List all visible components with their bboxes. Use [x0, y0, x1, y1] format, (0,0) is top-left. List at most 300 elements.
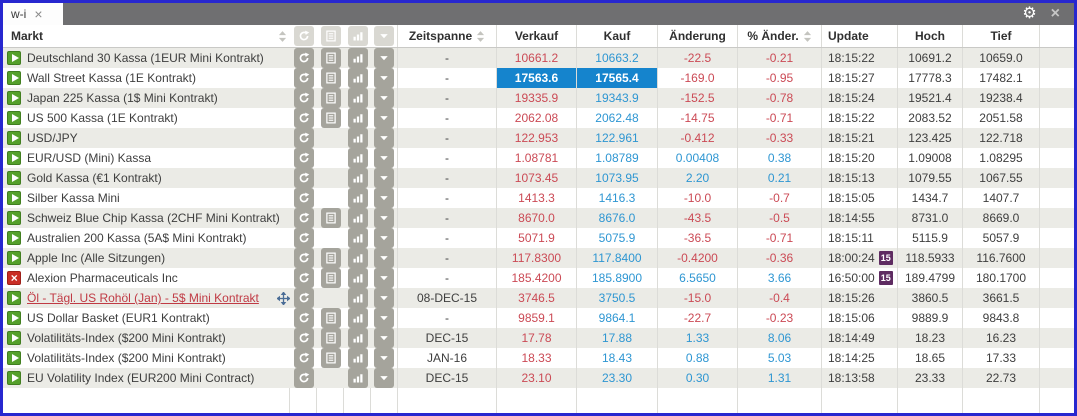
refresh-button[interactable] — [294, 48, 314, 68]
market-cell — [3, 128, 290, 148]
menu-cell — [371, 88, 398, 108]
sell-price[interactable]: 8670.0 — [497, 208, 577, 228]
market-cell — [3, 308, 290, 328]
table-row[interactable] — [3, 68, 1074, 88]
row-filler — [1040, 188, 1074, 208]
table-row[interactable] — [3, 108, 1074, 128]
sort-icon[interactable] — [476, 30, 485, 43]
update-cell — [822, 288, 898, 308]
high-value: 2083.52 — [898, 108, 963, 128]
chart-button[interactable] — [348, 188, 368, 208]
news-button[interactable] — [321, 348, 341, 368]
table-row[interactable] — [3, 288, 1074, 308]
chart-cell — [344, 288, 371, 308]
sell-price[interactable]: 23.10 — [497, 368, 577, 388]
refresh-button[interactable] — [294, 228, 314, 248]
market-name[interactable]: US Dollar Basket (EUR1 Kontrakt) — [27, 311, 210, 325]
menu-button[interactable] — [374, 128, 394, 148]
sell-price[interactable]: 18.33 — [497, 348, 577, 368]
market-name[interactable]: Silber Kassa Mini — [27, 191, 120, 205]
row-filler — [1040, 288, 1074, 308]
update-cell — [822, 228, 898, 248]
high-value: 1.09008 — [898, 148, 963, 168]
table-row[interactable] — [3, 148, 1074, 168]
chart-button[interactable] — [348, 288, 368, 308]
table-row[interactable] — [3, 248, 1074, 268]
buy-price[interactable]: 9864.1 — [577, 308, 658, 328]
low-value: 180.1700 — [963, 268, 1040, 288]
chart-button[interactable] — [348, 308, 368, 328]
market-name[interactable]: EU Volatility Index (EUR200 Mini Contract) — [27, 371, 255, 385]
filler-cell — [658, 388, 738, 413]
sell-price[interactable]: 9859.1 — [497, 308, 577, 328]
refresh-button[interactable] — [294, 148, 314, 168]
buy-price[interactable]: 122.961 — [577, 128, 658, 148]
market-name[interactable]: Alexion Pharmaceuticals Inc — [27, 271, 178, 285]
timespan-value: - — [398, 268, 497, 288]
menu-button[interactable] — [374, 68, 394, 88]
update-cell — [822, 188, 898, 208]
news-cell — [317, 108, 344, 128]
refresh-button[interactable] — [294, 308, 314, 328]
sell-price[interactable]: 10661.2 — [497, 48, 577, 68]
news-button[interactable] — [321, 248, 341, 268]
market-name[interactable]: Wall Street Kassa (1E Kontrakt) — [27, 71, 196, 85]
news-cell — [317, 308, 344, 328]
low-value: 1407.7 — [963, 188, 1040, 208]
percent-change-value: 1.31 — [738, 368, 822, 388]
refresh-button[interactable] — [294, 68, 314, 88]
chart-button[interactable] — [348, 348, 368, 368]
change-value: -169.0 — [658, 68, 738, 88]
refresh-button[interactable] — [294, 168, 314, 188]
buy-price[interactable]: 1073.95 — [577, 168, 658, 188]
chart-cell — [344, 348, 371, 368]
high-value: 5115.9 — [898, 228, 963, 248]
sell-price[interactable]: 19335.9 — [497, 88, 577, 108]
refresh-cell — [290, 208, 317, 228]
filler-cell — [822, 388, 898, 413]
refresh-button[interactable] — [294, 108, 314, 128]
timespan-value: - — [398, 228, 497, 248]
table-row[interactable] — [3, 188, 1074, 208]
update-time: 18:15:24 — [828, 91, 875, 105]
play-icon — [12, 154, 19, 162]
tab-bar — [3, 3, 1074, 25]
row-filler — [1040, 248, 1074, 268]
table-row[interactable] — [3, 168, 1074, 188]
filler-cell — [1040, 388, 1074, 413]
news-button[interactable] — [321, 68, 341, 88]
menu-cell — [371, 188, 398, 208]
update-cell — [822, 88, 898, 108]
tab-watchlist[interactable] — [3, 3, 63, 25]
menu-cell — [371, 288, 398, 308]
high-value: 189.4799 — [898, 268, 963, 288]
menu-cell — [371, 368, 398, 388]
low-value: 19238.4 — [963, 88, 1040, 108]
row-filler — [1040, 148, 1074, 168]
table-row[interactable] — [3, 88, 1074, 108]
news-button[interactable] — [321, 308, 341, 328]
percent-change-value: -0.71 — [738, 108, 822, 128]
chart-cell — [344, 208, 371, 228]
menu-button[interactable] — [374, 268, 394, 288]
filler-cell — [317, 388, 344, 413]
market-name[interactable]: Deutschland 30 Kassa (1EUR Mini Kontrakt) — [27, 51, 264, 65]
percent-change-value: 5.03 — [738, 348, 822, 368]
buy-price[interactable]: 3750.5 — [577, 288, 658, 308]
update-cell — [822, 208, 898, 228]
update-cell — [822, 148, 898, 168]
chevron-down-icon — [374, 26, 394, 46]
delay-badge: 15 — [880, 273, 891, 283]
menu-button[interactable] — [374, 288, 394, 308]
play-icon — [12, 134, 19, 142]
filler-cell — [371, 388, 398, 413]
percent-change-value: -0.4 — [738, 288, 822, 308]
high-value: 9889.9 — [898, 308, 963, 328]
sell-price[interactable]: 117.8300 — [497, 248, 577, 268]
market-name[interactable]: Japan 225 Kassa (1$ Mini Kontrakt) — [27, 91, 218, 105]
low-value: 1.08295 — [963, 148, 1040, 168]
market-open-icon — [7, 191, 21, 205]
empty-filler-row — [3, 388, 1074, 413]
percent-change-value: 8.06 — [738, 328, 822, 348]
header-kauf[interactable]: Kauf — [577, 25, 658, 47]
market-open-icon — [7, 211, 21, 225]
sell-price[interactable]: 1073.45 — [497, 168, 577, 188]
table-row[interactable] — [3, 328, 1074, 348]
sell-price[interactable]: 5071.9 — [497, 228, 577, 248]
market-open-icon — [7, 311, 21, 325]
low-value: 17482.1 — [963, 68, 1040, 88]
sell-price[interactable]: 1.08781 — [497, 148, 577, 168]
menu-button[interactable] — [374, 48, 394, 68]
chart-button[interactable] — [348, 128, 368, 148]
market-cell — [3, 328, 290, 348]
update-time: 18:13:58 — [828, 371, 875, 385]
buy-price[interactable]: 1416.3 — [577, 188, 658, 208]
buy-price[interactable]: 2062.48 — [577, 108, 658, 128]
refresh-button[interactable] — [294, 188, 314, 208]
table-row[interactable] — [3, 348, 1074, 368]
tab-close-icon[interactable]: × — [34, 6, 43, 22]
refresh-button[interactable] — [294, 268, 314, 288]
news-button[interactable] — [321, 268, 341, 288]
play-icon — [12, 214, 19, 222]
chart-button[interactable] — [348, 88, 368, 108]
news-button[interactable] — [321, 108, 341, 128]
high-value: 123.425 — [898, 128, 963, 148]
buy-price[interactable]: 17.88 — [577, 328, 658, 348]
news-button[interactable] — [321, 328, 341, 348]
news-button[interactable] — [321, 208, 341, 228]
move-handle-icon[interactable] — [277, 292, 290, 305]
change-value: -22.5 — [658, 48, 738, 68]
timespan-value: - — [398, 208, 497, 228]
market-name[interactable]: Öl - Tägl. US Rohöl (Jan) - 5$ Mini Kontrakt — [27, 291, 259, 305]
menu-button[interactable] — [374, 88, 394, 108]
percent-change-value: -0.71 — [738, 228, 822, 248]
chart-cell — [344, 368, 371, 388]
filler-cell — [3, 388, 290, 413]
buy-price[interactable]: 10663.2 — [577, 48, 658, 68]
news-cell — [317, 88, 344, 108]
low-value: 9843.8 — [963, 308, 1040, 328]
market-name[interactable]: US 500 Kassa (1E Kontrakt) — [27, 111, 178, 125]
news-cell — [317, 248, 344, 268]
refresh-button[interactable] — [294, 328, 314, 348]
sell-price[interactable]: 122.953 — [497, 128, 577, 148]
chart-button[interactable] — [348, 208, 368, 228]
market-open-icon — [7, 51, 21, 65]
menu-button[interactable] — [374, 188, 394, 208]
update-time: 18:15:11 — [828, 231, 874, 245]
market-open-icon — [7, 111, 21, 125]
buy-price[interactable]: 23.30 — [577, 368, 658, 388]
refresh-cell — [290, 328, 317, 348]
low-value: 3661.5 — [963, 288, 1040, 308]
header-tief[interactable]: Tief — [963, 25, 1040, 47]
percent-change-value: -0.78 — [738, 88, 822, 108]
chart-cell — [344, 88, 371, 108]
refresh-button[interactable] — [294, 368, 314, 388]
refresh-button[interactable] — [294, 348, 314, 368]
update-time: 18:15:20 — [828, 151, 875, 165]
filler-cell — [898, 388, 963, 413]
sell-price[interactable]: 17.78 — [497, 328, 577, 348]
tab-label: w-i — [11, 7, 27, 21]
news-cell — [317, 348, 344, 368]
menu-button[interactable] — [374, 108, 394, 128]
header-filler — [1040, 25, 1074, 47]
percent-change-value: -0.5 — [738, 208, 822, 228]
timespan-value: - — [398, 188, 497, 208]
sell-price[interactable]: 2062.08 — [497, 108, 577, 128]
menu-cell — [371, 308, 398, 328]
news-button[interactable] — [321, 88, 341, 108]
buy-price[interactable]: 8676.0 — [577, 208, 658, 228]
timespan-value: 08-DEC-15 — [398, 288, 497, 308]
sort-icon[interactable] — [803, 30, 812, 43]
high-value: 17778.3 — [898, 68, 963, 88]
play-icon — [12, 114, 19, 122]
header-markt[interactable]: Markt — [3, 25, 290, 47]
refresh-cell — [290, 268, 317, 288]
timespan-value: - — [398, 128, 497, 148]
market-cell — [3, 88, 290, 108]
percent-change-value: -0.33 — [738, 128, 822, 148]
update-cell — [822, 368, 898, 388]
sort-icon[interactable] — [278, 30, 287, 43]
buy-price[interactable]: 17565.4 — [577, 68, 658, 88]
menu-button[interactable] — [374, 228, 394, 248]
refresh-button[interactable] — [294, 288, 314, 308]
refresh-cell — [290, 368, 317, 388]
close-icon[interactable]: × — [1050, 5, 1060, 22]
update-cell — [822, 268, 898, 288]
menu-button[interactable] — [374, 148, 394, 168]
update-time: 18:14:55 — [828, 211, 875, 225]
market-cell — [3, 268, 290, 288]
table-row[interactable] — [3, 228, 1074, 248]
market-open-icon — [7, 251, 21, 265]
chart-cell — [344, 268, 371, 288]
menu-cell — [371, 108, 398, 128]
timespan-value: JAN-16 — [398, 348, 497, 368]
tabbar-spacer — [63, 3, 1022, 25]
market-open-icon — [7, 231, 21, 245]
filler-cell — [344, 388, 371, 413]
low-value: 8669.0 — [963, 208, 1040, 228]
table-row[interactable] — [3, 308, 1074, 328]
buy-price[interactable]: 18.43 — [577, 348, 658, 368]
chart-button[interactable] — [348, 68, 368, 88]
chart-button[interactable] — [348, 168, 368, 188]
chart-button[interactable] — [348, 368, 368, 388]
buy-price[interactable]: 1.08789 — [577, 148, 658, 168]
update-time: 18:15:05 — [828, 191, 875, 205]
gear-icon[interactable]: ⚙ — [1022, 5, 1037, 22]
percent-change-value: 0.38 — [738, 148, 822, 168]
market-name[interactable]: Schweiz Blue Chip Kassa (2CHF Mini Kontrakt) — [27, 211, 280, 225]
change-value: -0.4200 — [658, 248, 738, 268]
table-row[interactable] — [3, 368, 1074, 388]
high-value: 1434.7 — [898, 188, 963, 208]
table-row[interactable] — [3, 48, 1074, 68]
market-cell — [3, 248, 290, 268]
chart-button[interactable] — [348, 228, 368, 248]
change-value: -22.7 — [658, 308, 738, 328]
news-cell — [317, 148, 344, 168]
sell-price[interactable]: 1413.3 — [497, 188, 577, 208]
menu-cell — [371, 48, 398, 68]
refresh-button[interactable] — [294, 248, 314, 268]
buy-price[interactable]: 185.8900 — [577, 268, 658, 288]
header-aenderung[interactable]: Änderung — [658, 25, 738, 47]
table-row[interactable] — [3, 208, 1074, 228]
menu-button[interactable] — [374, 208, 394, 228]
market-name[interactable]: Volatilitäts-Index ($200 Mini Kontrakt) — [27, 351, 226, 365]
chart-button[interactable] — [348, 148, 368, 168]
menu-button[interactable] — [374, 248, 394, 268]
row-filler — [1040, 108, 1074, 128]
play-icon — [12, 354, 19, 362]
menu-button[interactable] — [374, 368, 394, 388]
chart-button[interactable] — [348, 108, 368, 128]
buy-price[interactable]: 19343.9 — [577, 88, 658, 108]
update-time: 18:15:21 — [828, 131, 875, 145]
update-cell — [822, 168, 898, 188]
market-name[interactable]: USD/JPY — [27, 131, 78, 145]
market-name[interactable]: Apple Inc (Alle Sitzungen) — [27, 251, 166, 265]
change-value: -15.0 — [658, 288, 738, 308]
buy-price[interactable]: 5075.9 — [577, 228, 658, 248]
refresh-cell — [290, 148, 317, 168]
buy-price[interactable]: 117.8400 — [577, 248, 658, 268]
low-value: 22.73 — [963, 368, 1040, 388]
chart-button[interactable] — [348, 268, 368, 288]
percent-change-value: -0.7 — [738, 188, 822, 208]
menu-button[interactable] — [374, 328, 394, 348]
chart-button[interactable] — [348, 328, 368, 348]
refresh-cell — [290, 88, 317, 108]
market-open-icon — [7, 91, 21, 105]
sell-price[interactable]: 185.4200 — [497, 268, 577, 288]
refresh-cell — [290, 168, 317, 188]
news-cell — [317, 328, 344, 348]
timespan-value: - — [398, 68, 497, 88]
percent-change-value: 0.21 — [738, 168, 822, 188]
refresh-button[interactable] — [294, 128, 314, 148]
update-cell — [822, 328, 898, 348]
header-update[interactable]: Update — [822, 25, 898, 47]
refresh-button[interactable] — [294, 208, 314, 228]
header-hoch[interactable]: Hoch — [898, 25, 963, 47]
market-name[interactable]: Gold Kassa (€1 Kontrakt) — [27, 171, 162, 185]
market-name[interactable]: Australien 200 Kassa (5A$ Mini Kontrakt) — [27, 231, 247, 245]
header-pct[interactable]: % Änder. — [738, 25, 822, 47]
market-name[interactable]: Volatilitäts-Index ($200 Mini Kontrakt) — [27, 331, 226, 345]
row-filler — [1040, 268, 1074, 288]
row-filler — [1040, 88, 1074, 108]
low-value: 10659.0 — [963, 48, 1040, 68]
play-icon — [12, 54, 19, 62]
table-header — [3, 25, 1074, 48]
market-cell — [3, 168, 290, 188]
percent-change-value: 3.66 — [738, 268, 822, 288]
market-open-icon — [7, 71, 21, 85]
chart-cell — [344, 68, 371, 88]
menu-button[interactable] — [374, 308, 394, 328]
header-verkauf[interactable]: Verkauf — [497, 25, 577, 47]
menu-cell — [371, 268, 398, 288]
row-filler — [1040, 348, 1074, 368]
chart-button[interactable] — [348, 48, 368, 68]
menu-button[interactable] — [374, 168, 394, 188]
news-button[interactable] — [321, 48, 341, 68]
chart-cell — [344, 148, 371, 168]
news-cell — [317, 268, 344, 288]
market-open-icon — [7, 131, 21, 145]
news-cell — [317, 208, 344, 228]
update-time: 18:15:27 — [828, 71, 875, 85]
high-value: 10691.2 — [898, 48, 963, 68]
refresh-icon — [294, 26, 314, 46]
chart-button[interactable] — [348, 248, 368, 268]
table-row[interactable] — [3, 128, 1074, 148]
refresh-button[interactable] — [294, 88, 314, 108]
market-cell — [3, 148, 290, 168]
menu-button[interactable] — [374, 348, 394, 368]
change-value: 0.30 — [658, 368, 738, 388]
play-icon — [12, 374, 19, 382]
header-zeitspanne[interactable]: Zeitspanne — [398, 25, 497, 47]
play-icon — [12, 74, 19, 82]
news-cell — [317, 68, 344, 88]
change-value: -152.5 — [658, 88, 738, 108]
market-name[interactable]: EUR/USD (Mini) Kassa — [27, 151, 152, 165]
low-value: 1067.55 — [963, 168, 1040, 188]
table-row[interactable] — [3, 268, 1074, 288]
sell-price[interactable]: 17563.6 — [497, 68, 577, 88]
filler-cell — [738, 388, 822, 413]
sell-price[interactable]: 3746.5 — [497, 288, 577, 308]
filler-cell — [398, 388, 497, 413]
menu-cell — [371, 348, 398, 368]
filler-cell — [497, 388, 577, 413]
